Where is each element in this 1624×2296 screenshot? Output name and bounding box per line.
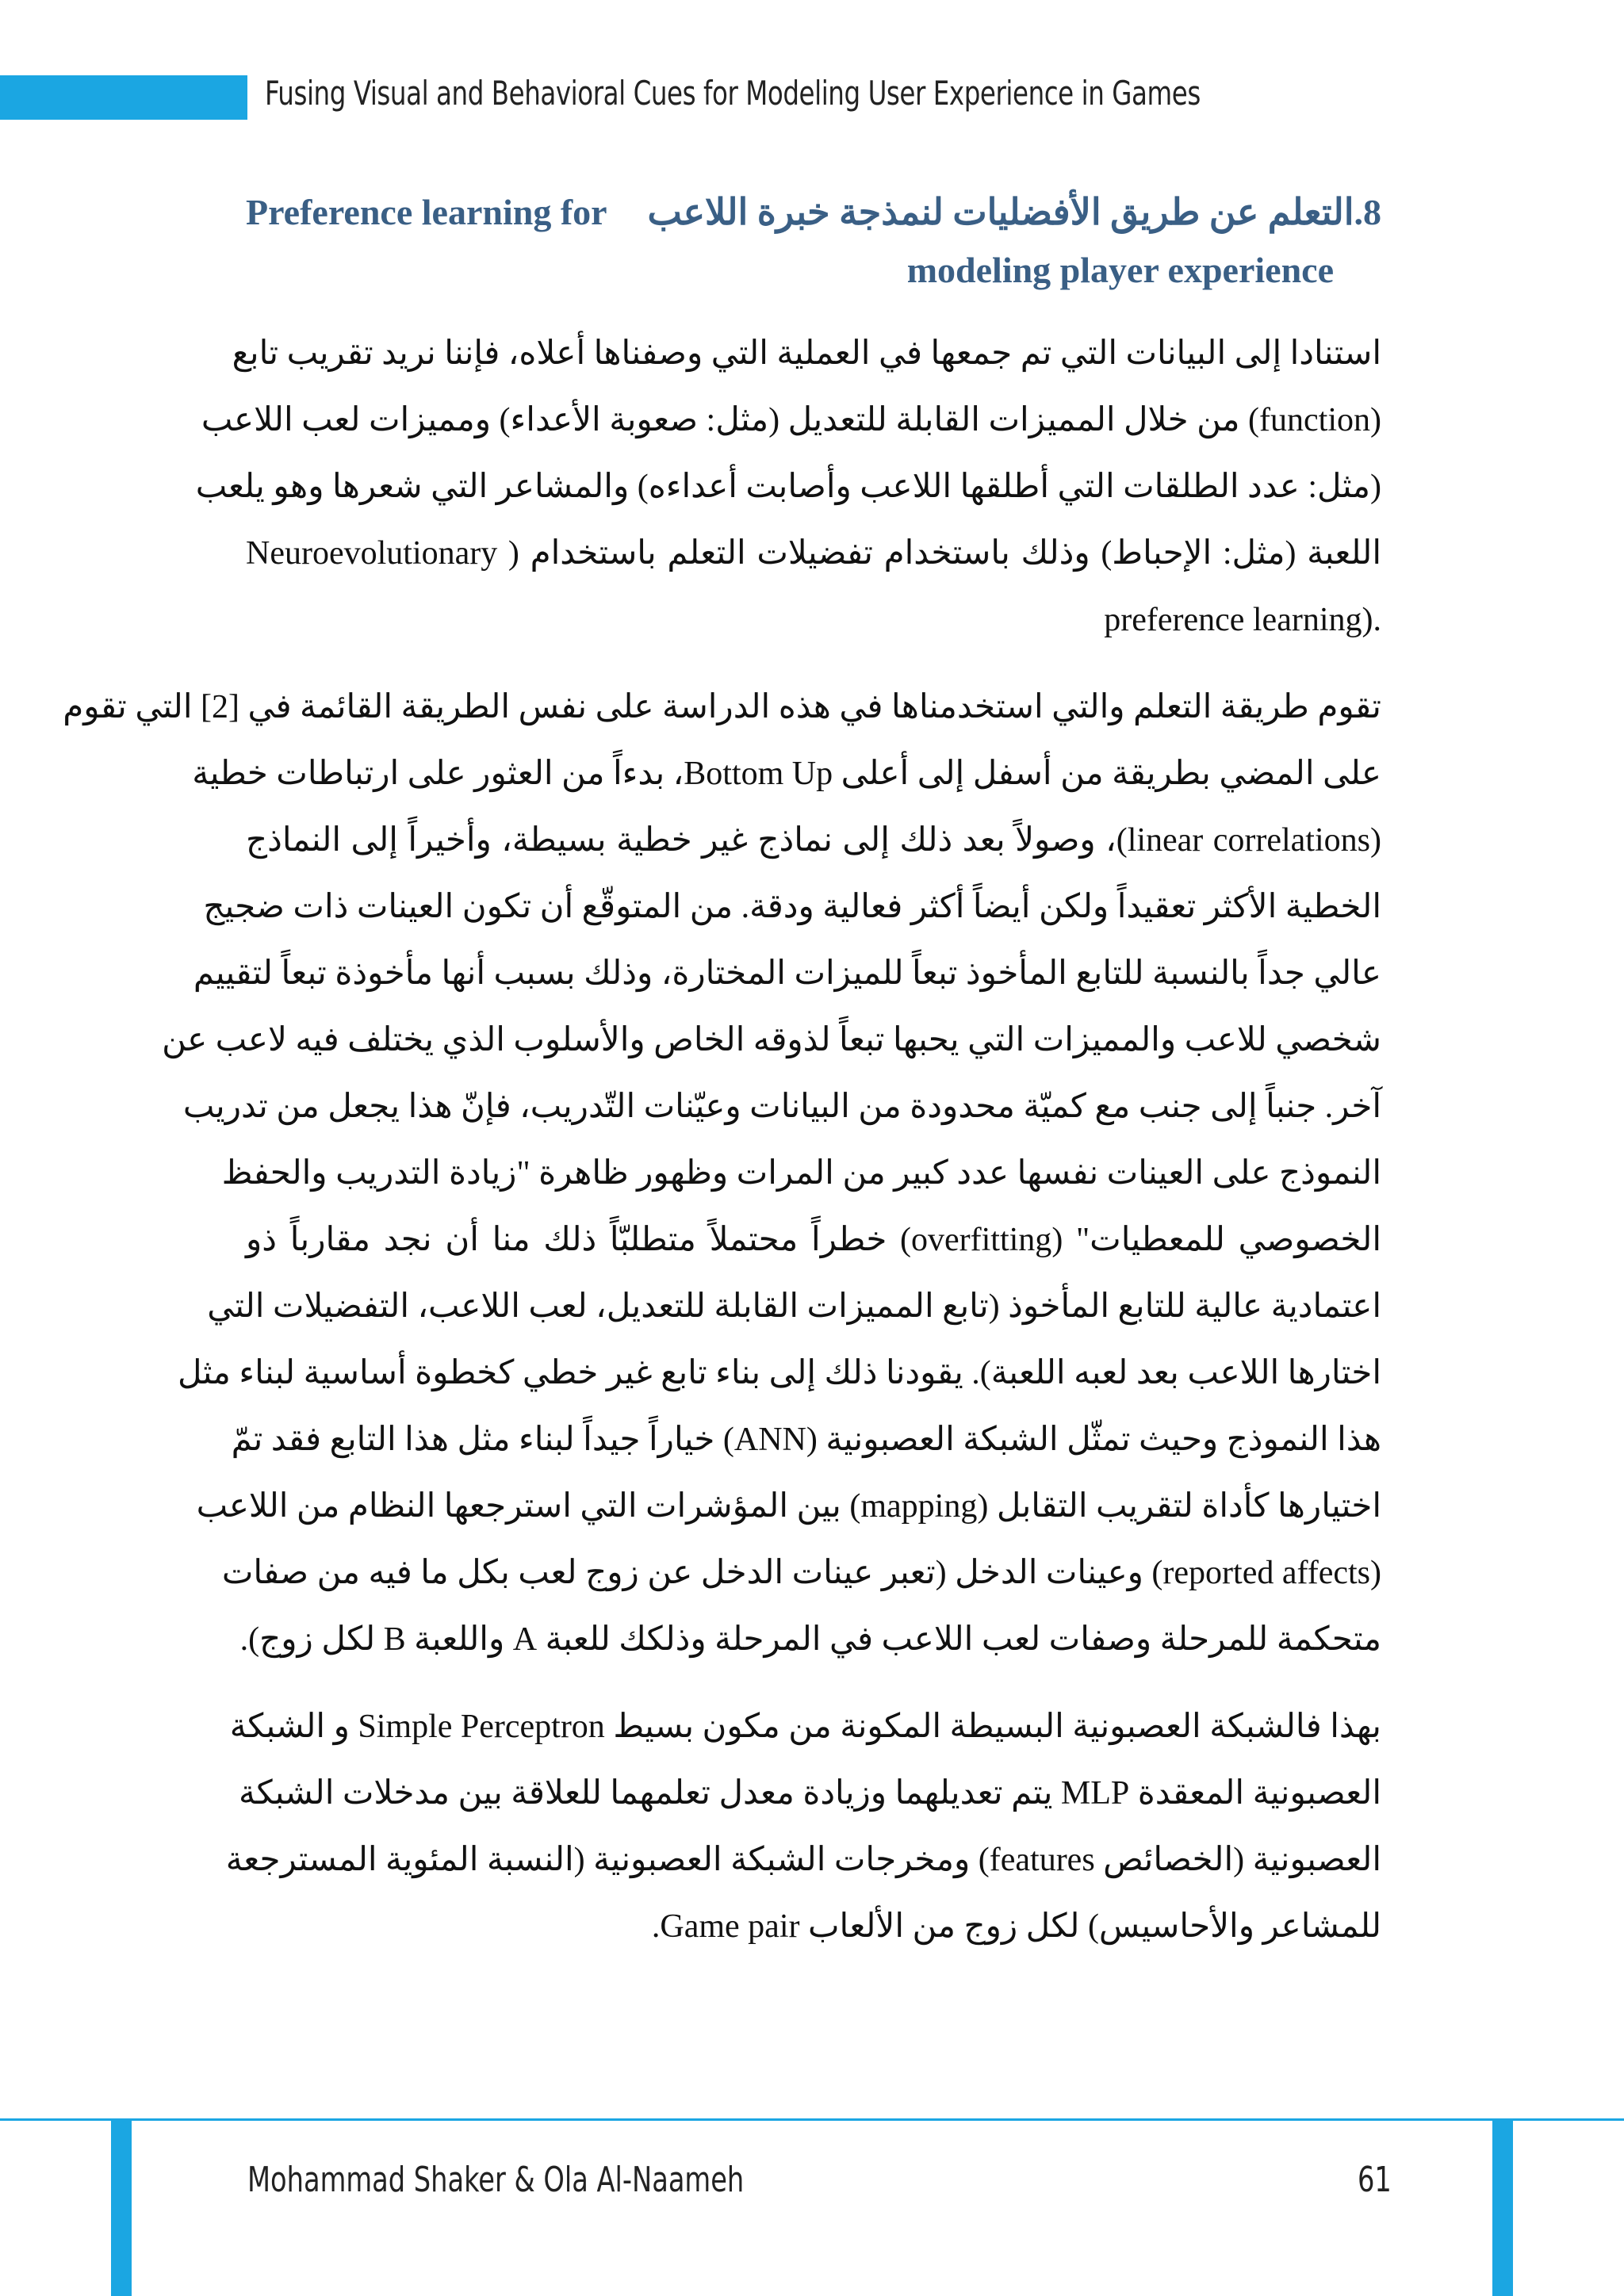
paragraph-line: استنادا إلى البيانات التي تم جمعها في العملية التي وصفناها أعلاه، فإننا نريد تقريب تابع <box>232 335 1381 372</box>
paragraph-line: (linear correlations)، وصولاً بعد ذلك إلى نماذج غير خطية بسيطة، وأخيراً إلى النماذج <box>246 822 1381 859</box>
page-number: 61 <box>1358 2160 1392 2200</box>
paragraph-line: العصبونية (الخصائص features) ومخرجات الشبكة العصبونية (النسبة المئوية المسترجعة <box>225 1842 1381 1878</box>
footer-authors: Mohammad Shaker & Ola Al-Naameh <box>247 2160 745 2200</box>
section-title-en-line1: Preference learning for <box>246 192 607 232</box>
paragraph-line: النموذج على العينات نفسها عدد كبير من المرات وظهور ظاهرة "زيادة التدريب والحفظ <box>221 1155 1381 1192</box>
paragraph-line: هذا النموذج وحيث تمثّل الشبكة العصبونية (ANN) خياراً جيداً لبناء مثل هذا التابع فقد تمّ <box>231 1422 1381 1458</box>
section-title-ar: التعلم عن طريق الأفضليات لنمذجة خبرة اللاعب <box>647 192 1354 232</box>
paragraph-line: عالي جداً بالنسبة للتابع المأخوذ تبعاً للميزات المختارة، وذلك بسبب أنها مأخوذة تبعاً لتقييم <box>193 955 1381 992</box>
footer-accent-tab-right <box>1492 2118 1513 2296</box>
header-accent-bar <box>0 75 247 120</box>
paragraph-line: العصبونية المعقدة MLP يتم تعديلهما وزيادة معدل تعلمهما للعلاقة بين مدخلات الشبكة <box>239 1775 1381 1812</box>
paragraph-line: اعتمادية عالية للتابع المأخوذ (تابع المميزات القابلة للتعديل، لعب اللاعب، التفضيلات التي <box>207 1288 1381 1325</box>
footer-rule <box>0 2118 1624 2121</box>
paragraph-line: اختيارها كأداة لتقريب التقابل (mapping) بين المؤشرات التي استرجعها النظام من اللاعب <box>196 1488 1381 1525</box>
paragraph-line: الخطية الأكثر تعقيداً ولكن أيضاً أكثر فعالية ودقة. من المتوقّع أن تكون العينات ذات ضجيج <box>203 889 1381 925</box>
paragraph-line: للمشاعر والأحاسيس) لكل زوج من الألعاب Game pair. <box>651 1908 1381 1945</box>
paragraph-1 <box>195 320 1381 653</box>
paragraph-line: آخر. جنباً إلى جنب مع كميّة محدودة من البيانات وعيّنات التّدريب، فإنّ هذا يجعل من تدريب <box>182 1089 1381 1125</box>
paragraph-3 <box>225 1693 1381 1960</box>
paragraph-line: (reported affects) وعينات الدخل (تعبر عينات الدخل عن زوج لعب بكل ما فيه من صفات <box>221 1555 1381 1591</box>
paragraph-line: شخصي للاعب والمميزات التي يحبها تبعاً لذوقه الخاص والأسلوب الذي يختلف فيه لاعب عن <box>162 1022 1381 1058</box>
paragraph-line: اللعبة (مثل: الإحباط) وذلك باستخدام تفضيلات التعلم باستخدام ( Neuroevolutionary <box>246 535 1381 572</box>
paragraph-2 <box>63 674 1381 1673</box>
running-header-title: Fusing Visual and Behavioral Cues for Modeling User Experience in Games <box>265 74 1201 113</box>
paragraph-line: بهذا فالشبكة العصبونية البسيطة المكونة من مكون بسيط Simple Perceptron و الشبكة <box>229 1709 1381 1745</box>
footer-accent-tab-left <box>111 2118 132 2296</box>
section-number: 8. <box>1354 192 1381 232</box>
paragraph-line: اختارها اللاعب بعد لعبه اللعبة). يقودنا ذلك إلى بناء تابع غير خطي كخطوة أساسية لبناء مثل <box>177 1355 1381 1391</box>
paragraph-line: متحكمة للمرحلة وصفات لعب اللاعب في المرحلة وذلكك للعبة A واللعبة B لكل زوج). <box>239 1621 1381 1658</box>
section-title-en-line2: modeling player experience <box>906 250 1334 290</box>
paragraph-line: تقوم طريقة التعلم والتي استخدمناها في هذه الدراسة على نفس الطريقة القائمة في [2] التي تقوم <box>63 689 1381 725</box>
paragraph-line: .(preference learning <box>1104 602 1381 638</box>
paragraph-line: الخصوصي للمعطيات" (overfitting) خطراً محتملاً متطلبّاً ذلك منا أن نجد مقارباً ذو <box>246 1222 1381 1258</box>
paragraph-line: (function) من خلال المميزات القابلة للتعديل (مثل: صعوبة الأعداء) ومميزات لعب اللاعب <box>201 402 1381 438</box>
section-heading <box>246 190 1381 304</box>
body-text <box>63 320 1381 1960</box>
paragraph-line: (مثل: عدد الطلقات التي أطلقها اللاعب وأصابت أعداءه) والمشاعر التي شعرها وهو يلعب <box>195 469 1381 505</box>
paragraph-line: على المضي بطريقة من أسفل إلى أعلى Bottom Up، بدءاً من العثور على ارتباطات خطية <box>192 756 1381 792</box>
